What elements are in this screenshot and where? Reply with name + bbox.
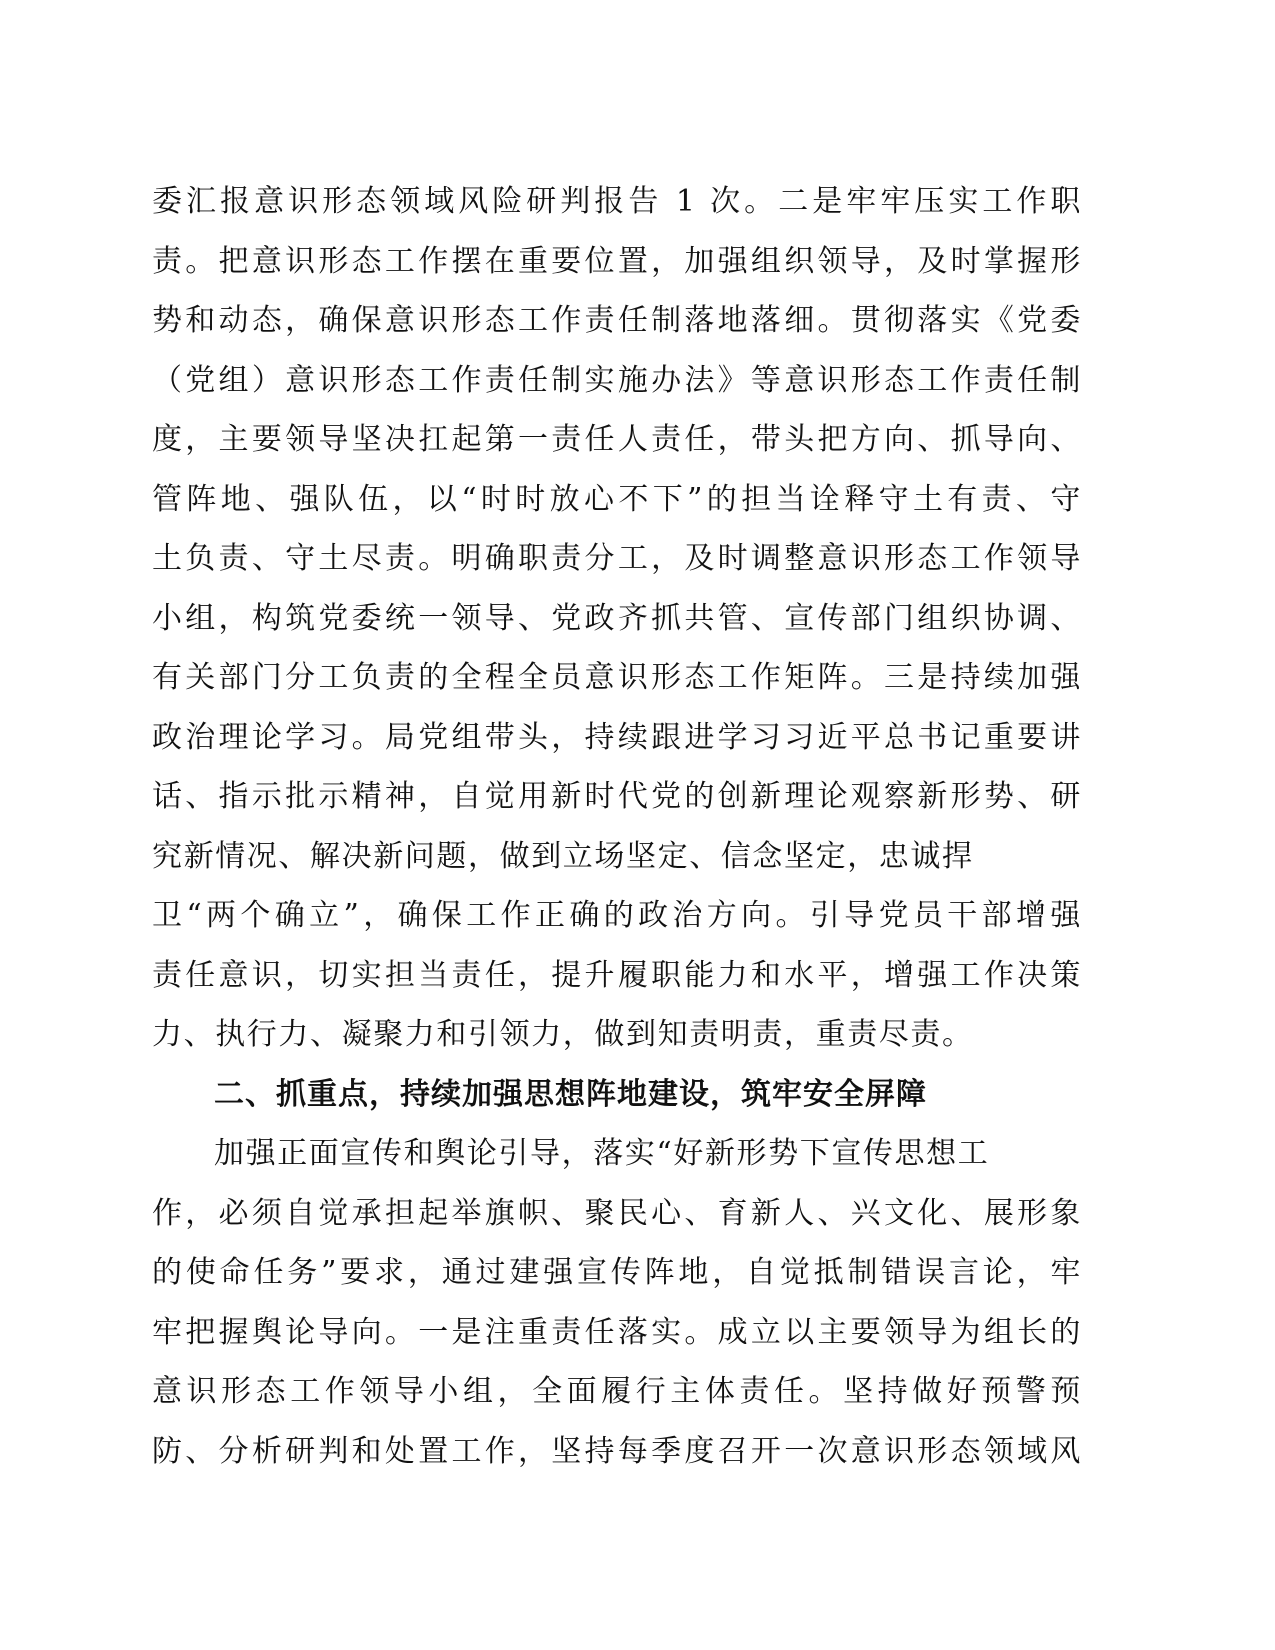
text-line: 有关部门分工负责的全程全员意识形态工作矩阵。三是持续加强: [152, 660, 1082, 695]
text-line: 度，主要领导坚决扛起第一责任人责任，带头把方向、抓导向、: [152, 422, 1082, 457]
text-line: 势和动态，确保意识形态工作责任制落地落细。贯彻落实《党委: [152, 303, 1082, 338]
section-heading: 二、抓重点，持续加强思想阵地建设，筑牢安全屏障: [214, 1076, 927, 1112]
text-line: 政治理论学习。局党组带头，持续跟进学习习近平总书记重要讲: [152, 719, 1082, 755]
text-line: 责。把意识形态工作摆在重要位置，加强组织领导，及时掌握形: [152, 243, 1082, 279]
text-line: 土负责、守土尽责。明确职责分工，及时调整意识形态工作领导: [152, 541, 1082, 576]
paragraph-start-line: 加强正面宣传和舆论引导，落实“好新形势下宣传思想工: [214, 1136, 990, 1171]
text-line: 小组，构筑党委统一领导、党政齐抓共管、宣传部门组织协调、: [152, 600, 1082, 636]
text-line: 防、分析研判和处置工作，坚持每季度召开一次意识形态领域风: [152, 1433, 1082, 1469]
text-line: 管阵地、强队伍，以“时时放心不下”的担当诠释守土有责、守: [152, 481, 1082, 517]
text-line: 责任意识，切实担当责任，提升履职能力和水平，增强工作决策: [152, 957, 1082, 993]
text-line: 卫“两个确立”，确保工作正确的政治方向。引导党员干部增强: [152, 898, 1082, 933]
text-line: 牢把握舆论导向。一是注重责任落实。成立以主要领导为组长的: [152, 1314, 1082, 1350]
text-line: 委汇报意识形态领域风险研判报告 1 次。二是牢牢压实工作职: [152, 184, 1082, 219]
text-line: 意识形态工作领导小组，全面履行主体责任。坚持做好预警预: [152, 1374, 1082, 1409]
paragraph-end-line: 力、执行力、凝聚力和引领力，做到知责明责，重责尽责。: [152, 1017, 974, 1052]
body-text: [152, 172, 1082, 1481]
text-line: 的使命任务”要求，通过建强宣传阵地，自觉抵制错误言论，牢: [152, 1255, 1082, 1290]
text-line: 究新情况、解决新问题，做到立场坚定、信念坚定，忠诚捍: [152, 838, 974, 874]
text-line: 话、指示批示精神，自觉用新时代党的创新理论观察新形势、研: [152, 779, 1082, 814]
text-line: （党组）意识形态工作责任制实施办法》等意识形态工作责任制: [152, 362, 1082, 398]
text-line: 作，必须自觉承担起举旗帜、聚民心、育新人、兴文化、展形象: [152, 1195, 1082, 1231]
